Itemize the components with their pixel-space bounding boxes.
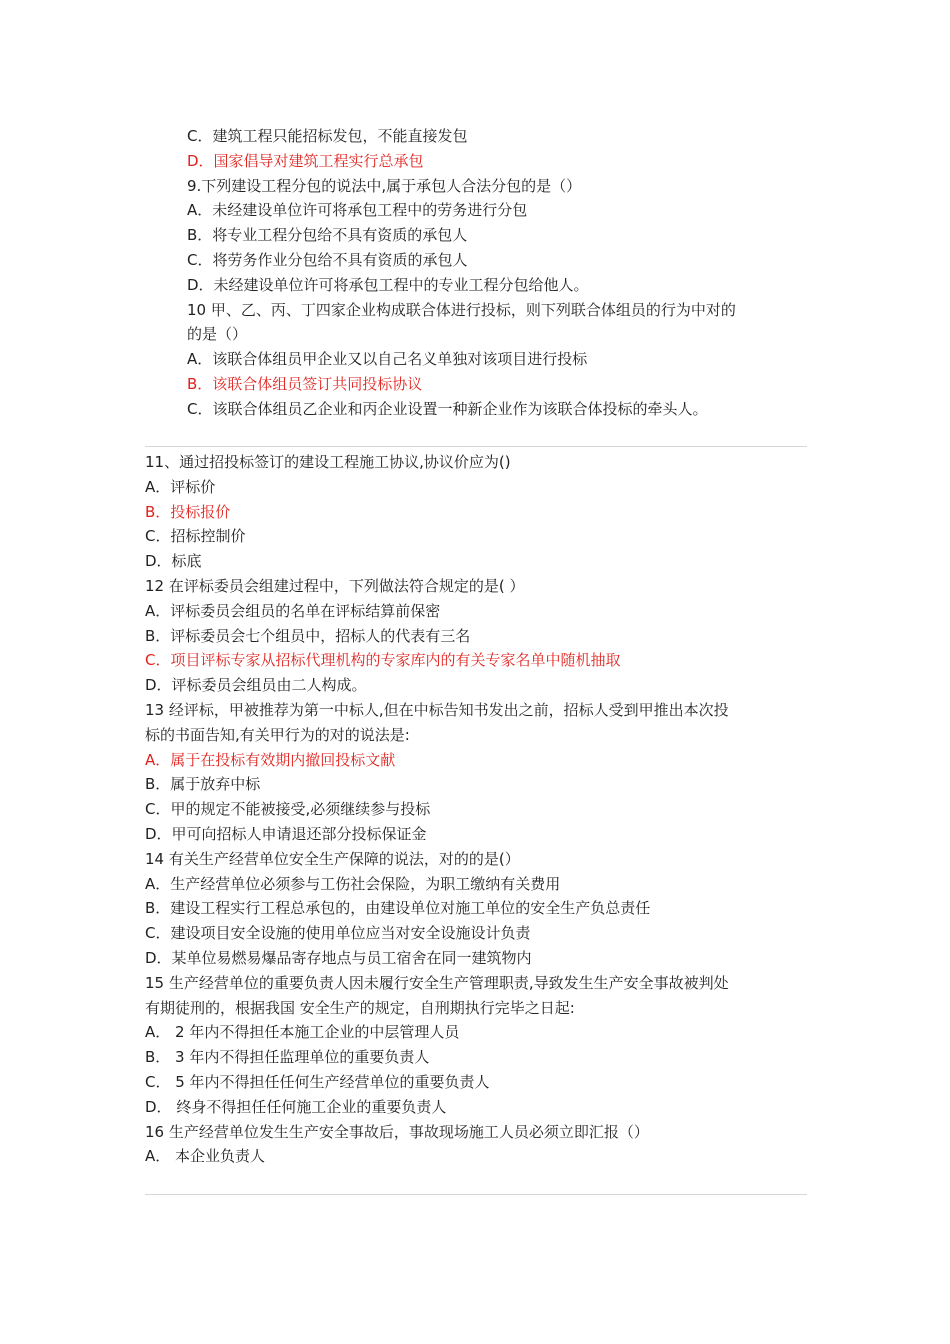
text-line: 有期徒刑的，根据我国 安全生产的规定，自刑期执行完毕之日起: [145, 998, 575, 1017]
text-line: 9.下列建设工程分包的说法中,属于承包人合法分包的是（） [187, 176, 582, 195]
text-line: 16 生产经营单位发生生产安全事故后，事故现场施工人员必须立即汇报（） [145, 1122, 649, 1141]
text-line: C．招标控制价 [145, 527, 246, 546]
text-line: 的是（） [187, 325, 248, 344]
text-line: D． 终身不得担任任何施工企业的重要负责人 [145, 1097, 447, 1116]
text-line: 标的书面告知,有关甲行为的对的说法是: [145, 725, 410, 744]
text-line: A．该联合体组员甲企业又以自己名义单独对该项目进行投标 [187, 350, 588, 369]
section-divider [145, 446, 807, 447]
text-line: 10 甲、乙、丙、丁四家企业构成联合体进行投标，则下列联合体组员的行为中对的 [187, 300, 736, 319]
text-line: 11、通过招投标签订的建设工程施工协议,协议价应为() [145, 453, 511, 471]
text-line: D．标底 [145, 552, 202, 571]
text-line: B．将专业工程分包给不具有资质的承包人 [187, 226, 468, 245]
correct-answer-line: A．属于在投标有效期内撤回投标文献 [145, 750, 396, 769]
text-line: D．评标委员会组员由二人构成。 [145, 676, 367, 695]
correct-answer-line: B．投标报价 [145, 502, 231, 521]
correct-answer-line: B．该联合体组员签订共同投标协议 [187, 374, 423, 393]
text-line: B． 3 年内不得担任监理单位的重要负责人 [145, 1048, 430, 1067]
text-line: 12 在评标委员会组建过程中，下列做法符合规定的是( ） [145, 576, 525, 595]
question-block-continued [187, 124, 807, 422]
text-line: D．某单位易燃易爆品寄存地点与员工宿舍在同一建筑物内 [145, 948, 532, 967]
page-bottom-divider [145, 1194, 807, 1195]
text-line: C．该联合体组员乙企业和丙企业设置一种新企业作为该联合体投标的牵头人。 [187, 399, 708, 418]
text-line: A．评标价 [145, 477, 216, 496]
text-line: B．属于放弃中标 [145, 775, 261, 794]
text-line: C．甲的规定不能被接受,必须继续参与投标 [145, 800, 431, 819]
text-line: 15 生产经营单位的重要负责人因未履行安全生产管理职责,导致发生生产安全事故被判处 [145, 973, 729, 992]
text-line: C．建筑工程只能招标发包，不能直接发包 [187, 127, 468, 145]
correct-answer-line: D．国家倡导对建筑工程实行总承包 [187, 151, 424, 170]
text-line: 13 经评标，甲被推荐为第一中标人,但在中标告知书发出之前，招标人受到甲推出本次投 [145, 700, 729, 719]
text-line: A．未经建设单位许可将承包工程中的劳务进行分包 [187, 201, 528, 220]
text-line: A．评标委员会组员的名单在评标结算前保密 [145, 601, 441, 620]
text-line: D．甲可向招标人申请退还部分投标保证金 [145, 824, 427, 843]
text-line: C． 5 年内不得担任任何生产经营单位的重要负责人 [145, 1072, 490, 1091]
text-line: C．将劳务作业分包给不具有资质的承包人 [187, 250, 468, 269]
text-line: D．未经建设单位许可将承包工程中的专业工程分包给他人。 [187, 275, 589, 294]
text-line: A． 2 年内不得担任本施工企业的中层管理人员 [145, 1023, 460, 1042]
text-line: 14 有关生产经营单位安全生产保障的说法，对的的是(） [145, 849, 520, 868]
question-block-main [145, 450, 807, 1169]
text-line: B．评标委员会七个组员中，招标人的代表有三名 [145, 626, 471, 645]
correct-answer-line: C．项目评标专家从招标代理机构的专家库内的有关专家名单中随机抽取 [145, 651, 621, 670]
text-line: A． 本企业负责人 [145, 1147, 266, 1166]
text-line: A．生产经营单位必须参与工伤社会保险，为职工缴纳有关费用 [145, 874, 561, 893]
text-line: B．建设工程实行工程总承包的，由建设单位对施工单位的安全生产负总责任 [145, 899, 651, 918]
text-line: C．建设项目安全设施的使用单位应当对安全设施设计负责 [145, 924, 531, 943]
